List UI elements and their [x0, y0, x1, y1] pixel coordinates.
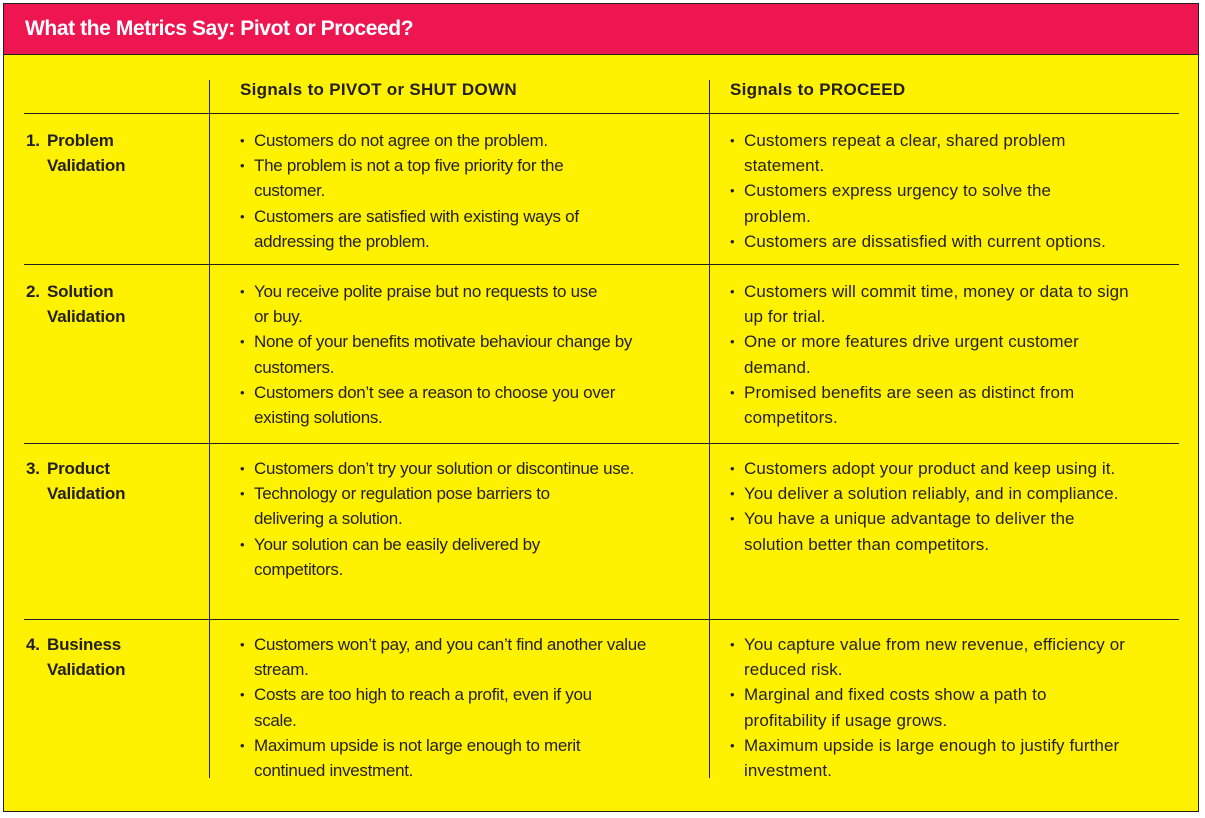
column-header-pivot: Signals to PIVOT or SHUT DOWN — [240, 80, 517, 99]
column-divider-2 — [709, 80, 710, 778]
list-item: • Customers don’t see a reason to choose you over existing solutions. — [240, 380, 654, 430]
list-item: • Customers are satisfied with existing ways of addressing the problem. — [240, 204, 634, 254]
row-number: 1. — [26, 131, 40, 150]
row-label-line2: Validation — [47, 484, 126, 503]
pivot-signals-business — [240, 632, 700, 783]
row-label-business-validation — [26, 632, 125, 682]
row-divider-header — [24, 113, 1179, 114]
row-label-line1: Product — [47, 459, 110, 478]
list-item: • Costs are too high to reach a profit, even if you scale. — [240, 682, 614, 732]
list-item: • Your solution can be easily delivered by competitors. — [240, 532, 594, 582]
row-label-line1: Business — [47, 635, 121, 654]
row-divider-3 — [24, 619, 1179, 620]
list-item: • You capture value from new revenue, efficiency or reduced risk. — [730, 632, 1164, 682]
row-label-line2: Validation — [47, 660, 126, 679]
row-label-product-validation — [26, 456, 125, 506]
row-divider-2 — [24, 443, 1179, 444]
list-item: • Marginal and fixed costs show a path to profitability if usage grows. — [730, 682, 1124, 732]
pivot-or-proceed-table — [3, 3, 1199, 812]
list-item: • Promised benefits are seen as distinct from competitors. — [730, 380, 1144, 430]
proceed-signals-problem — [730, 128, 1190, 254]
row-label-line2: Validation — [47, 307, 126, 326]
list-item: • Maximum upside is not large enough to merit continued investment. — [240, 733, 654, 783]
pivot-signals-solution — [240, 279, 700, 430]
pivot-signals-problem — [240, 128, 700, 254]
row-number: 4. — [26, 635, 40, 654]
proceed-signals-solution — [730, 279, 1190, 430]
list-item: • The problem is not a top five priority for the customer. — [240, 153, 614, 203]
list-item: • You have a unique advantage to deliver the solution better than competitors. — [730, 506, 1124, 556]
row-label-line2: Validation — [47, 156, 126, 175]
list-item: • Customers express urgency to solve the problem. — [730, 178, 1114, 228]
title-banner — [4, 4, 1198, 55]
proceed-signals-business — [730, 632, 1190, 783]
list-item: • Maximum upside is large enough to justify further investment. — [730, 733, 1124, 783]
list-item: • Customers adopt your product and keep using it. — [730, 456, 1190, 481]
row-divider-1 — [24, 264, 1179, 265]
list-item: • Customers don’t try your solution or discontinue use. — [240, 456, 694, 481]
list-item: • One or more features drive urgent customer demand. — [730, 329, 1144, 379]
list-item: • Customers are dissatisfied with current options. — [730, 229, 1190, 254]
list-item: • Customers repeat a clear, shared problem statement. — [730, 128, 1124, 178]
list-item: • None of your benefits motivate behaviour change by customers. — [240, 329, 704, 379]
row-number: 3. — [26, 459, 40, 478]
list-item: • Customers won’t pay, and you can’t find another value stream. — [240, 632, 694, 682]
column-divider-1 — [209, 80, 210, 778]
column-header-proceed: Signals to PROCEED — [730, 80, 906, 99]
row-label-line1: Problem — [47, 131, 114, 150]
row-number: 2. — [26, 282, 40, 301]
proceed-signals-product — [730, 456, 1190, 557]
pivot-signals-product — [240, 456, 700, 582]
list-item: • Customers do not agree on the problem. — [240, 128, 700, 153]
list-item: • You deliver a solution reliably, and in compliance. — [730, 481, 1190, 506]
row-label-line1: Solution — [47, 282, 114, 301]
row-label-solution-validation — [26, 279, 125, 329]
row-label-problem-validation — [26, 128, 125, 178]
list-item: • You receive polite praise but no requests to use or buy. — [240, 279, 614, 329]
page-title: What the Metrics Say: Pivot or Proceed? — [25, 17, 414, 40]
list-item: • Technology or regulation pose barriers to delivering a solution. — [240, 481, 614, 531]
list-item: • Customers will commit time, money or data to sign up for trial. — [730, 279, 1144, 329]
